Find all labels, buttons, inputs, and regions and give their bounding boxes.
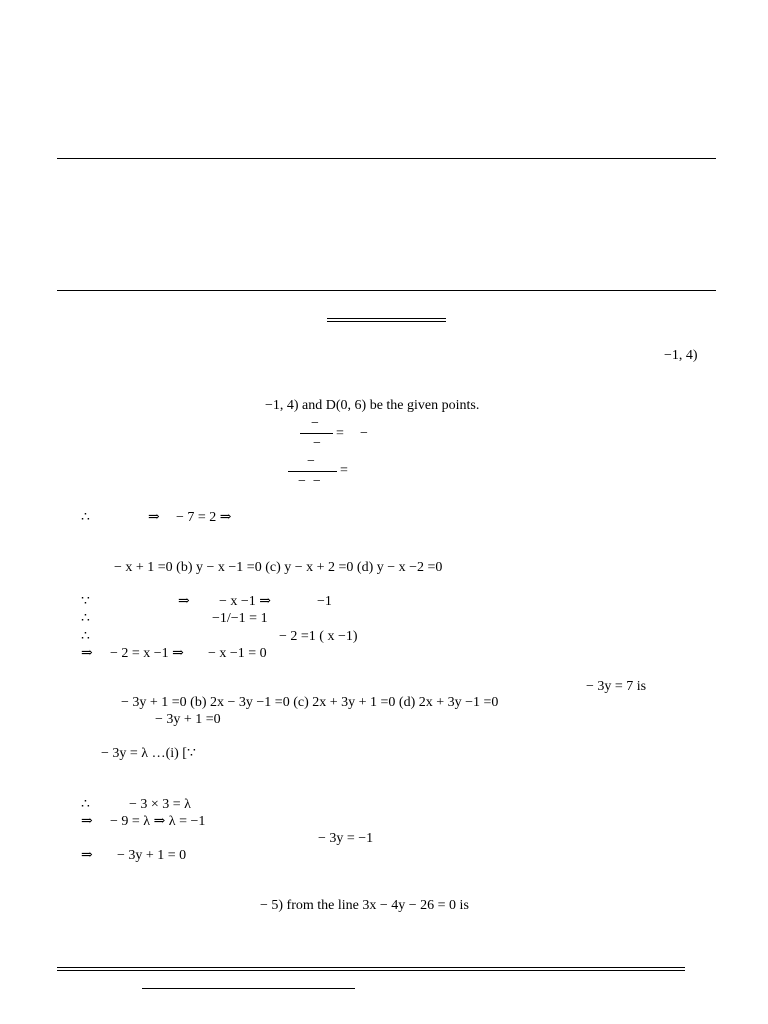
second-rule bbox=[57, 290, 716, 291]
section-heading-underline bbox=[327, 318, 446, 322]
text-line: − bbox=[307, 454, 315, 469]
text-line: − 3y = λ …(i) [∵ bbox=[101, 746, 196, 761]
fraction-bar bbox=[288, 471, 337, 472]
text-line: − − bbox=[298, 474, 321, 489]
text-line: − bbox=[360, 426, 368, 441]
text-line: − bbox=[313, 436, 321, 451]
text-line: − 2 =1 ( x −1) bbox=[279, 629, 358, 644]
text-line: − 5) from the line 3x − 4y − 26 = 0 is bbox=[260, 898, 469, 913]
text-line: − x + 1 =0 (b) y − x −1 =0 (c) y − x + 2 =0 (d) y − x −2 =0 bbox=[114, 560, 443, 575]
top-rule bbox=[57, 158, 716, 159]
text-line: = bbox=[340, 463, 348, 478]
text-line: ∴ bbox=[81, 629, 90, 644]
fraction-bar bbox=[300, 433, 333, 434]
text-line: − 2 = x −1 ⇒ bbox=[110, 646, 184, 661]
text-line: − 3y + 1 =0 bbox=[155, 712, 221, 727]
text-line: ⇒ bbox=[81, 814, 93, 829]
text-line: = bbox=[336, 426, 344, 441]
footnote-rule bbox=[142, 988, 355, 989]
text-line: ⇒ bbox=[178, 594, 190, 609]
text-line: −1/−1 = 1 bbox=[212, 611, 268, 626]
text-line: ⇒ bbox=[81, 646, 93, 661]
text-line: − x −1 ⇒ bbox=[219, 594, 272, 609]
text-line: −1, 4) bbox=[664, 348, 698, 363]
text-line: − 3y = −1 bbox=[318, 831, 374, 846]
text-line: ⇒ bbox=[148, 510, 160, 525]
text-line: −1 bbox=[317, 594, 332, 609]
footer-double-rule bbox=[57, 967, 685, 971]
text-line: − 3y = 7 is bbox=[586, 679, 647, 694]
text-line: ∴ bbox=[81, 611, 90, 626]
text-line: − 7 = 2 ⇒ bbox=[176, 510, 232, 525]
text-line: −1, 4) and D(0, 6) be the given points. bbox=[265, 398, 480, 413]
text-line: − 9 = λ ⇒ λ = −1 bbox=[110, 814, 206, 829]
text-line: ∴ bbox=[81, 510, 90, 525]
text-line: − 3y + 1 =0 (b) 2x − 3y −1 =0 (c) 2x + 3y + 1 =0 (d) 2x + 3y −1 =0 bbox=[121, 695, 499, 710]
text-line: ∵ bbox=[81, 594, 90, 609]
text-line: − 3y + 1 = 0 bbox=[117, 848, 187, 863]
text-line: − x −1 = 0 bbox=[208, 646, 267, 661]
text-line: − 3 × 3 = λ bbox=[129, 797, 191, 812]
text-line: ∴ bbox=[81, 797, 90, 812]
text-line: ⇒ bbox=[81, 848, 93, 863]
text-line: − bbox=[311, 416, 319, 431]
